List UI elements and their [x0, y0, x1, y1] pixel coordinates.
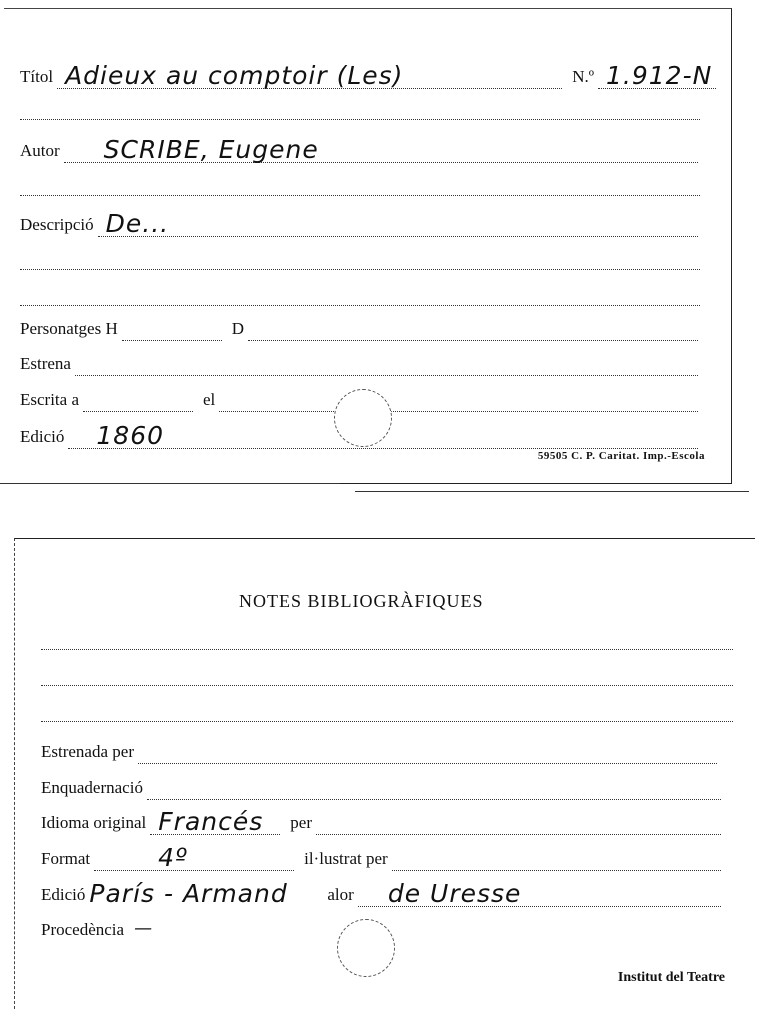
language-per-field — [316, 816, 721, 835]
value-label: alor — [327, 885, 354, 904]
premiere-row — [20, 354, 702, 376]
binding-field — [147, 781, 721, 800]
language-field — [150, 807, 280, 836]
binding-label: Enquadernació — [41, 778, 143, 797]
author-label: Autor — [20, 141, 60, 160]
notes-heading: NOTES BIBLIOGRÀFIQUES — [239, 591, 484, 611]
description-value: De... — [105, 209, 170, 238]
illustrated-field — [392, 852, 721, 871]
author-value: SCRIBE, Eugene — [103, 135, 319, 164]
binding-row — [41, 778, 725, 800]
description-line-3 — [20, 305, 700, 306]
printer-imprint: 59505 C. P. Caritat. Imp.-Escola — [537, 450, 705, 462]
catalog-card-front — [4, 8, 732, 484]
written-label: Escrita a — [20, 390, 79, 409]
description-line-2 — [20, 269, 700, 270]
title-label: Títol — [20, 67, 54, 86]
description-row — [20, 209, 702, 238]
description-field — [98, 209, 698, 238]
provenance-value: — — [134, 918, 154, 939]
premiered-by-row — [41, 742, 721, 764]
premiere-field — [75, 357, 698, 376]
edition2-label: Edició — [41, 885, 86, 904]
language-label: Idioma original — [41, 813, 147, 832]
author-extra-line — [20, 195, 700, 196]
characters-h-field — [122, 322, 222, 341]
description-label: Descripció — [20, 215, 94, 234]
number-value: 1.912-N — [606, 61, 713, 90]
characters-d-field — [248, 322, 698, 341]
provenance-field — [128, 918, 337, 942]
edition-value: 1860 — [96, 421, 165, 450]
number-field — [598, 61, 716, 90]
premiered-by-field — [138, 745, 717, 764]
title-value: Adieux au comptoir (Les) — [65, 61, 404, 90]
edition-label: Edició — [20, 427, 65, 446]
premiered-by-label: Estrenada per — [41, 742, 134, 761]
title-field — [57, 61, 562, 90]
written-date-field — [219, 393, 698, 412]
notes-line-1 — [41, 649, 733, 650]
title-row — [20, 61, 720, 90]
language-value: Francés — [158, 807, 264, 836]
language-per-label: per — [290, 813, 312, 832]
edition2-field — [89, 879, 323, 908]
edition2-value: París - Armand — [89, 879, 288, 908]
value-field — [358, 879, 721, 908]
format-field — [94, 843, 294, 872]
illustrated-label: il·lustrat per — [304, 849, 388, 868]
provenance-row — [41, 920, 341, 942]
format-row — [41, 843, 725, 872]
author-field — [64, 135, 698, 164]
premiere-label: Estrena — [20, 354, 71, 373]
number-label: N.º — [572, 67, 594, 86]
edition2-row — [41, 879, 725, 908]
format-label: Format — [41, 849, 91, 868]
format-value: 4º — [158, 843, 188, 872]
catalog-card-back — [14, 538, 755, 1009]
card-divider-right — [355, 491, 749, 492]
written-place-field — [83, 393, 193, 412]
notes-line-2 — [41, 685, 733, 686]
author-row — [20, 135, 702, 164]
characters-label: Personatges H — [20, 319, 118, 338]
notes-line-3 — [41, 721, 733, 722]
provenance-label: Procedència — [41, 920, 125, 939]
institution-footer: Institut del Teatre — [617, 970, 725, 985]
characters-row — [20, 319, 702, 341]
punch-hole — [334, 389, 392, 447]
value-value: de Uresse — [387, 879, 522, 908]
language-row — [41, 807, 725, 836]
punch-hole-2 — [337, 919, 395, 977]
characters-d-label: D — [231, 319, 245, 338]
written-el-label: el — [203, 390, 216, 409]
card-divider-left — [0, 483, 340, 484]
title-extra-line — [20, 119, 700, 120]
